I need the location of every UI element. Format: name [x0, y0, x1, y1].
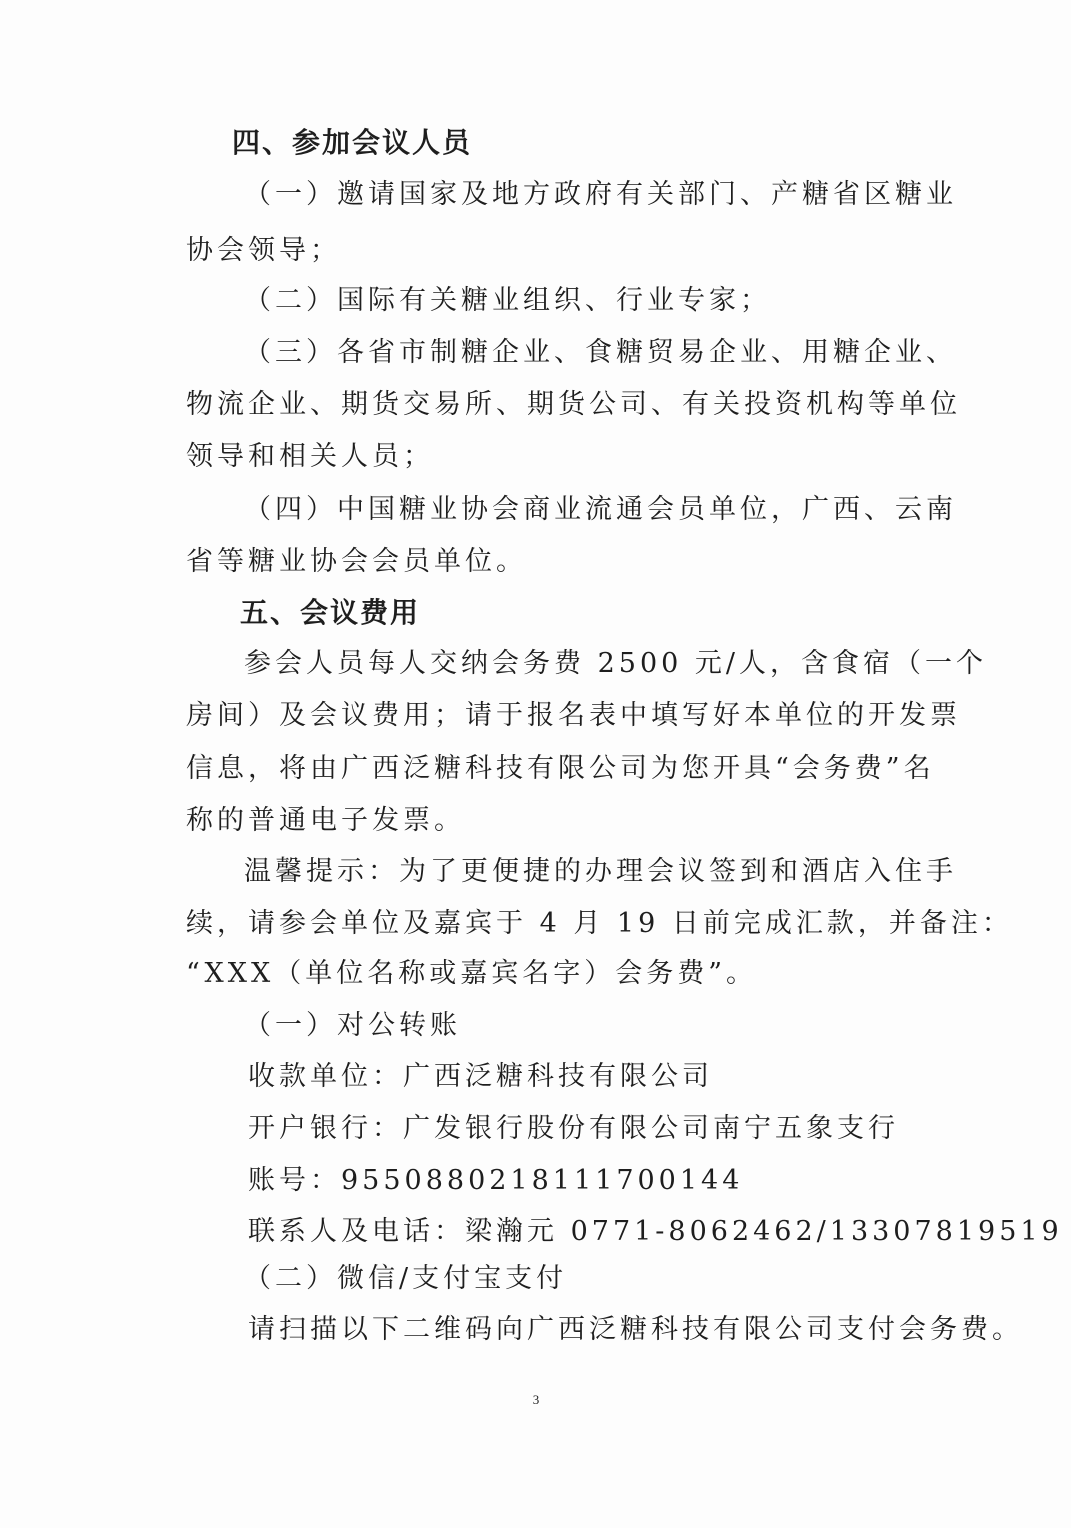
bank-line: 开户银行：广发银行股份有限公司南宁五象支行	[248, 1113, 899, 1144]
account-line: 账号：9550880218111700144	[248, 1165, 744, 1196]
contact-line: 联系人及电话：梁瀚元 0771-8062462/13307819519	[248, 1216, 1063, 1247]
scan-instruction: 请扫描以下二维码向广西泛糖科技有限公司支付会务费。	[248, 1314, 1023, 1345]
tip-paragraph-line-2: 续，请参会单位及嘉宾于 4 月 19 日前完成汇款，并备注：	[186, 908, 1013, 939]
section-4-item-4-line-1: （四）中国糖业协会商业流通会员单位，广西、云南	[244, 494, 957, 525]
payee-line: 收款单位：广西泛糖科技有限公司	[248, 1061, 713, 1092]
page-number: 3	[532, 1392, 540, 1407]
wechat-alipay-heading: （二）微信/支付宝支付	[244, 1263, 568, 1294]
fee-paragraph-line-4: 称的普通电子发票。	[186, 805, 465, 836]
section-4-item-1-line-1: （一）邀请国家及地方政府有关部门、产糖省区糖业	[244, 179, 957, 210]
section-4-item-3-line-1: （三）各省市制糖企业、食糖贸易企业、用糖企业、	[244, 337, 957, 368]
section-4-item-4-line-2: 省等糖业协会会员单位。	[186, 546, 527, 577]
section-5-heading: 五、会议费用	[240, 596, 421, 629]
section-4-item-3-line-3: 领导和相关人员；	[186, 441, 434, 472]
section-4-heading: 四、参加会议人员	[232, 126, 473, 159]
section-4-item-2: （二）国际有关糖业组织、行业专家；	[244, 285, 771, 316]
transfer-heading: （一）对公转账	[244, 1010, 461, 1041]
fee-paragraph-line-1: 参会人员每人交纳会务费 2500 元/人，含食宿（一个	[244, 648, 987, 679]
fee-paragraph-line-2: 房间）及会议费用；请于报名表中填写好本单位的开发票	[186, 700, 961, 731]
tip-paragraph-line-3: “XXX（单位名称或嘉宾名字）会务费”。	[186, 958, 758, 989]
tip-paragraph-line-1: 温馨提示：为了更便捷的办理会议签到和酒店入住手	[244, 856, 957, 887]
fee-paragraph-line-3: 信息，将由广西泛糖科技有限公司为您开具“会务费”名	[186, 753, 935, 784]
section-4-item-1-line-2: 协会领导；	[186, 235, 341, 266]
section-4-item-3-line-2: 物流企业、期货交易所、期货公司、有关投资机构等单位	[186, 389, 961, 420]
